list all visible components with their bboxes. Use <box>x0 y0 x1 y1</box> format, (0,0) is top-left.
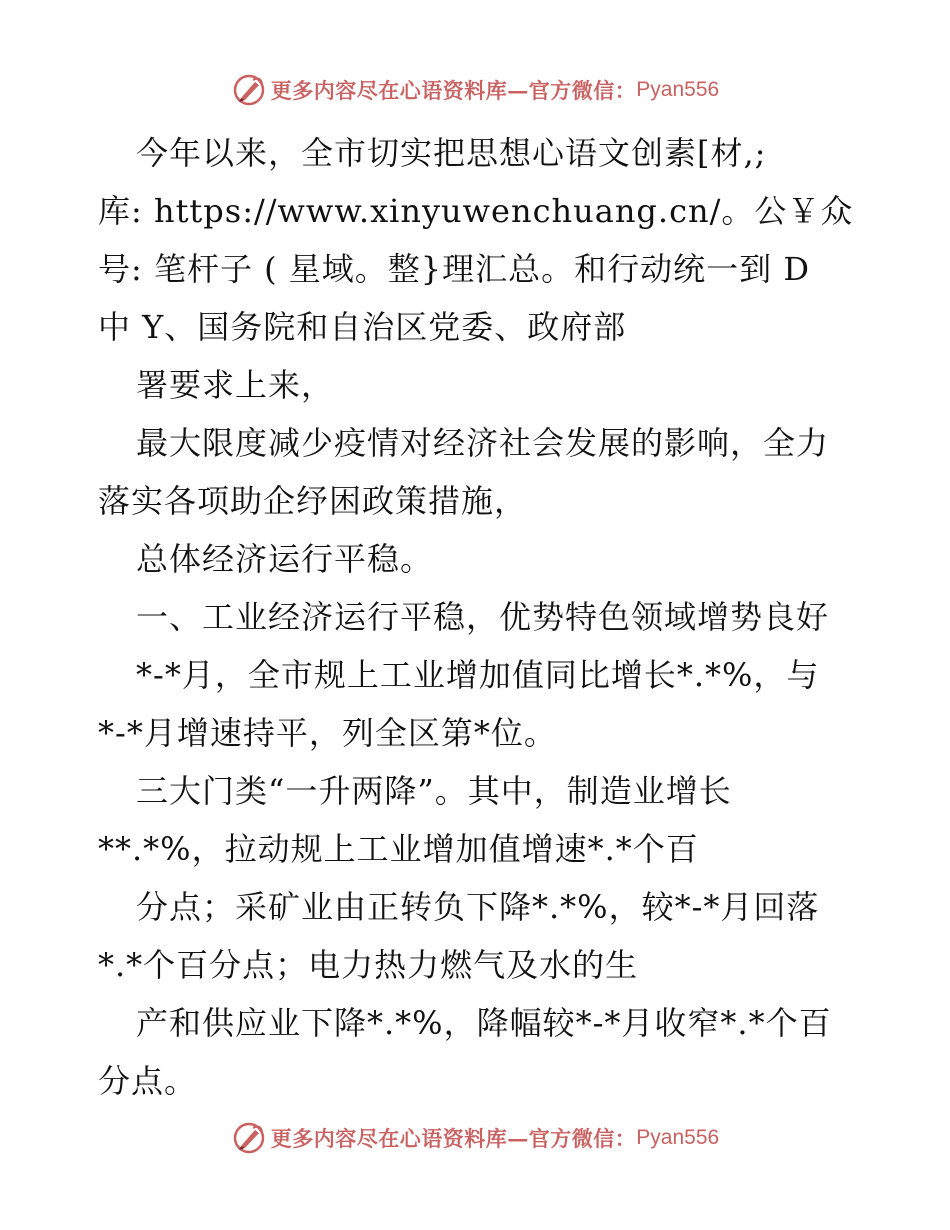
text-line: 号: 笔杆子 ( 星域。整}理汇总。和行动统一到 D <box>98 250 810 288</box>
watermark-text: 更多内容尽在心语资料库—官方微信： <box>270 78 637 103</box>
text-line: 分点。 <box>98 1062 198 1100</box>
watermark-wechat-id: Pyan556 <box>636 78 720 101</box>
pen-logo-icon <box>231 72 267 108</box>
text-line: *.*个百分点；电力热力燃气及水的生 <box>98 946 639 984</box>
pen-logo-icon <box>231 1120 267 1156</box>
text-line: 一、工业经济运行平稳，优势特色领域增势良好 <box>136 598 830 636</box>
text-line: 署要求上来， <box>136 366 335 404</box>
text-line: *-*月增速持平，列全区第*位。 <box>98 714 557 752</box>
text-line: 三大门类“一升两降”。其中，制造业增长 <box>136 772 732 810</box>
text-line: 库: https://www.xinyuwenchuang.cn/。公￥众 <box>98 192 854 230</box>
text-line: 产和供应业下降*.*%，降幅较*-*月收窄*.*个百 <box>136 1004 832 1042</box>
text-line: 总体经济运行平稳。 <box>136 540 434 578</box>
watermark-header <box>0 70 950 110</box>
text-line: 分点；采矿业由正转负下降*.*%，较*-*月回落 <box>136 888 820 926</box>
text-line: 落实各项助企纾困政策措施， <box>98 482 528 520</box>
text-line: 中 Y、国务院和自治区党委、政府部 <box>98 308 627 346</box>
text-line: *-*月，全市规上工业增加值同比增长*.*%，与 <box>136 656 820 694</box>
text-line: 最大限度减少疫情对经济社会发展的影响，全力 <box>136 424 830 462</box>
watermark-wechat-id: Pyan556 <box>636 1126 720 1149</box>
text-line: **.*%，拉动规上工业增加值增速*.*个百 <box>98 830 699 868</box>
document-body <box>98 124 868 1110</box>
watermark-footer <box>0 1118 950 1158</box>
text-line: 今年以来，全市切实把思想心语文创素[材,; <box>136 134 767 172</box>
watermark-text: 更多内容尽在心语资料库—官方微信： <box>270 1126 637 1151</box>
